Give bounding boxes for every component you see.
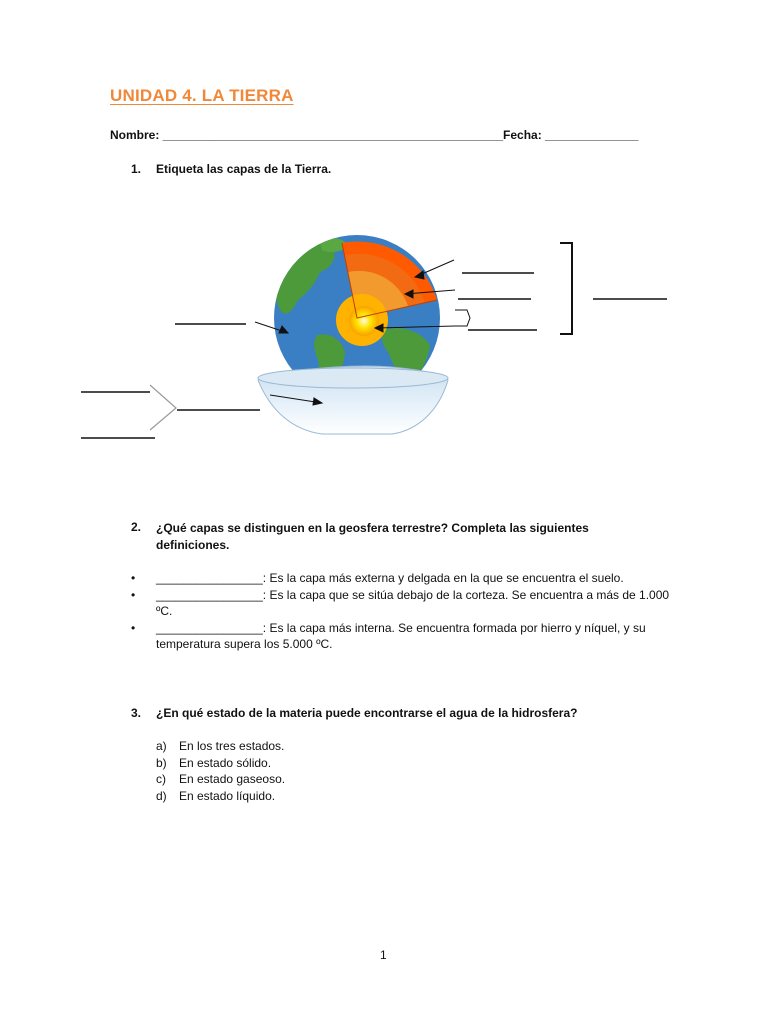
definition-text[interactable]: ________________: Es la capa más externa y delgada en la que se encuentra el suelo. <box>156 571 624 585</box>
question-text: ¿En qué estado de la materia puede encontrarse el agua de la hidrosfera? <box>156 706 578 720</box>
option-label: b) <box>156 755 167 770</box>
option-b[interactable] <box>156 755 285 772</box>
option-text: En los tres estados. <box>179 739 285 753</box>
bullet-icon: • <box>131 571 136 585</box>
options-list <box>156 738 285 804</box>
definitions-list <box>131 570 671 653</box>
list-item <box>131 570 671 586</box>
list-item <box>131 587 671 619</box>
option-d[interactable] <box>156 788 285 805</box>
definition-text[interactable]: ________________: Es la capa que se sitúa debajo de la corteza. Se encuentra a más de 1.000 ºC. <box>156 588 670 618</box>
page-number: 1 <box>380 948 387 962</box>
option-text: En estado líquido. <box>179 788 276 803</box>
question-text: ¿Qué capas se distinguen en la geosfera terrestre? Completa las siguientes definiciones. <box>156 521 589 552</box>
question-number: 2. <box>131 520 142 534</box>
option-text: En estado gaseoso. <box>179 772 286 786</box>
option-label: c) <box>156 772 166 786</box>
bullet-icon: • <box>131 621 136 635</box>
option-label: a) <box>156 739 167 753</box>
option-c[interactable] <box>156 771 285 788</box>
name-date-line[interactable]: Nombre: ___________________________________________________Fecha: ______________ <box>110 128 639 142</box>
option-label: d) <box>156 788 167 803</box>
question-text: Etiqueta las capas de la Tierra. <box>156 162 332 176</box>
left-chevron <box>150 385 176 430</box>
question-number: 1. <box>131 162 142 176</box>
page-title: UNIDAD 4. LA TIERRA <box>110 86 294 105</box>
definition-text[interactable]: ________________: Es la capa más interna. Se encuentra formada por hierro y níquel, y su temperatura supera los 5.000 ºC. <box>156 621 646 651</box>
option-text: En estado sólido. <box>179 755 272 770</box>
list-item <box>131 620 671 652</box>
inner-core <box>349 306 379 336</box>
bullet-icon: • <box>131 588 136 602</box>
right-bracket <box>560 243 572 334</box>
option-a[interactable] <box>156 738 285 755</box>
question-number: 3. <box>131 706 142 720</box>
